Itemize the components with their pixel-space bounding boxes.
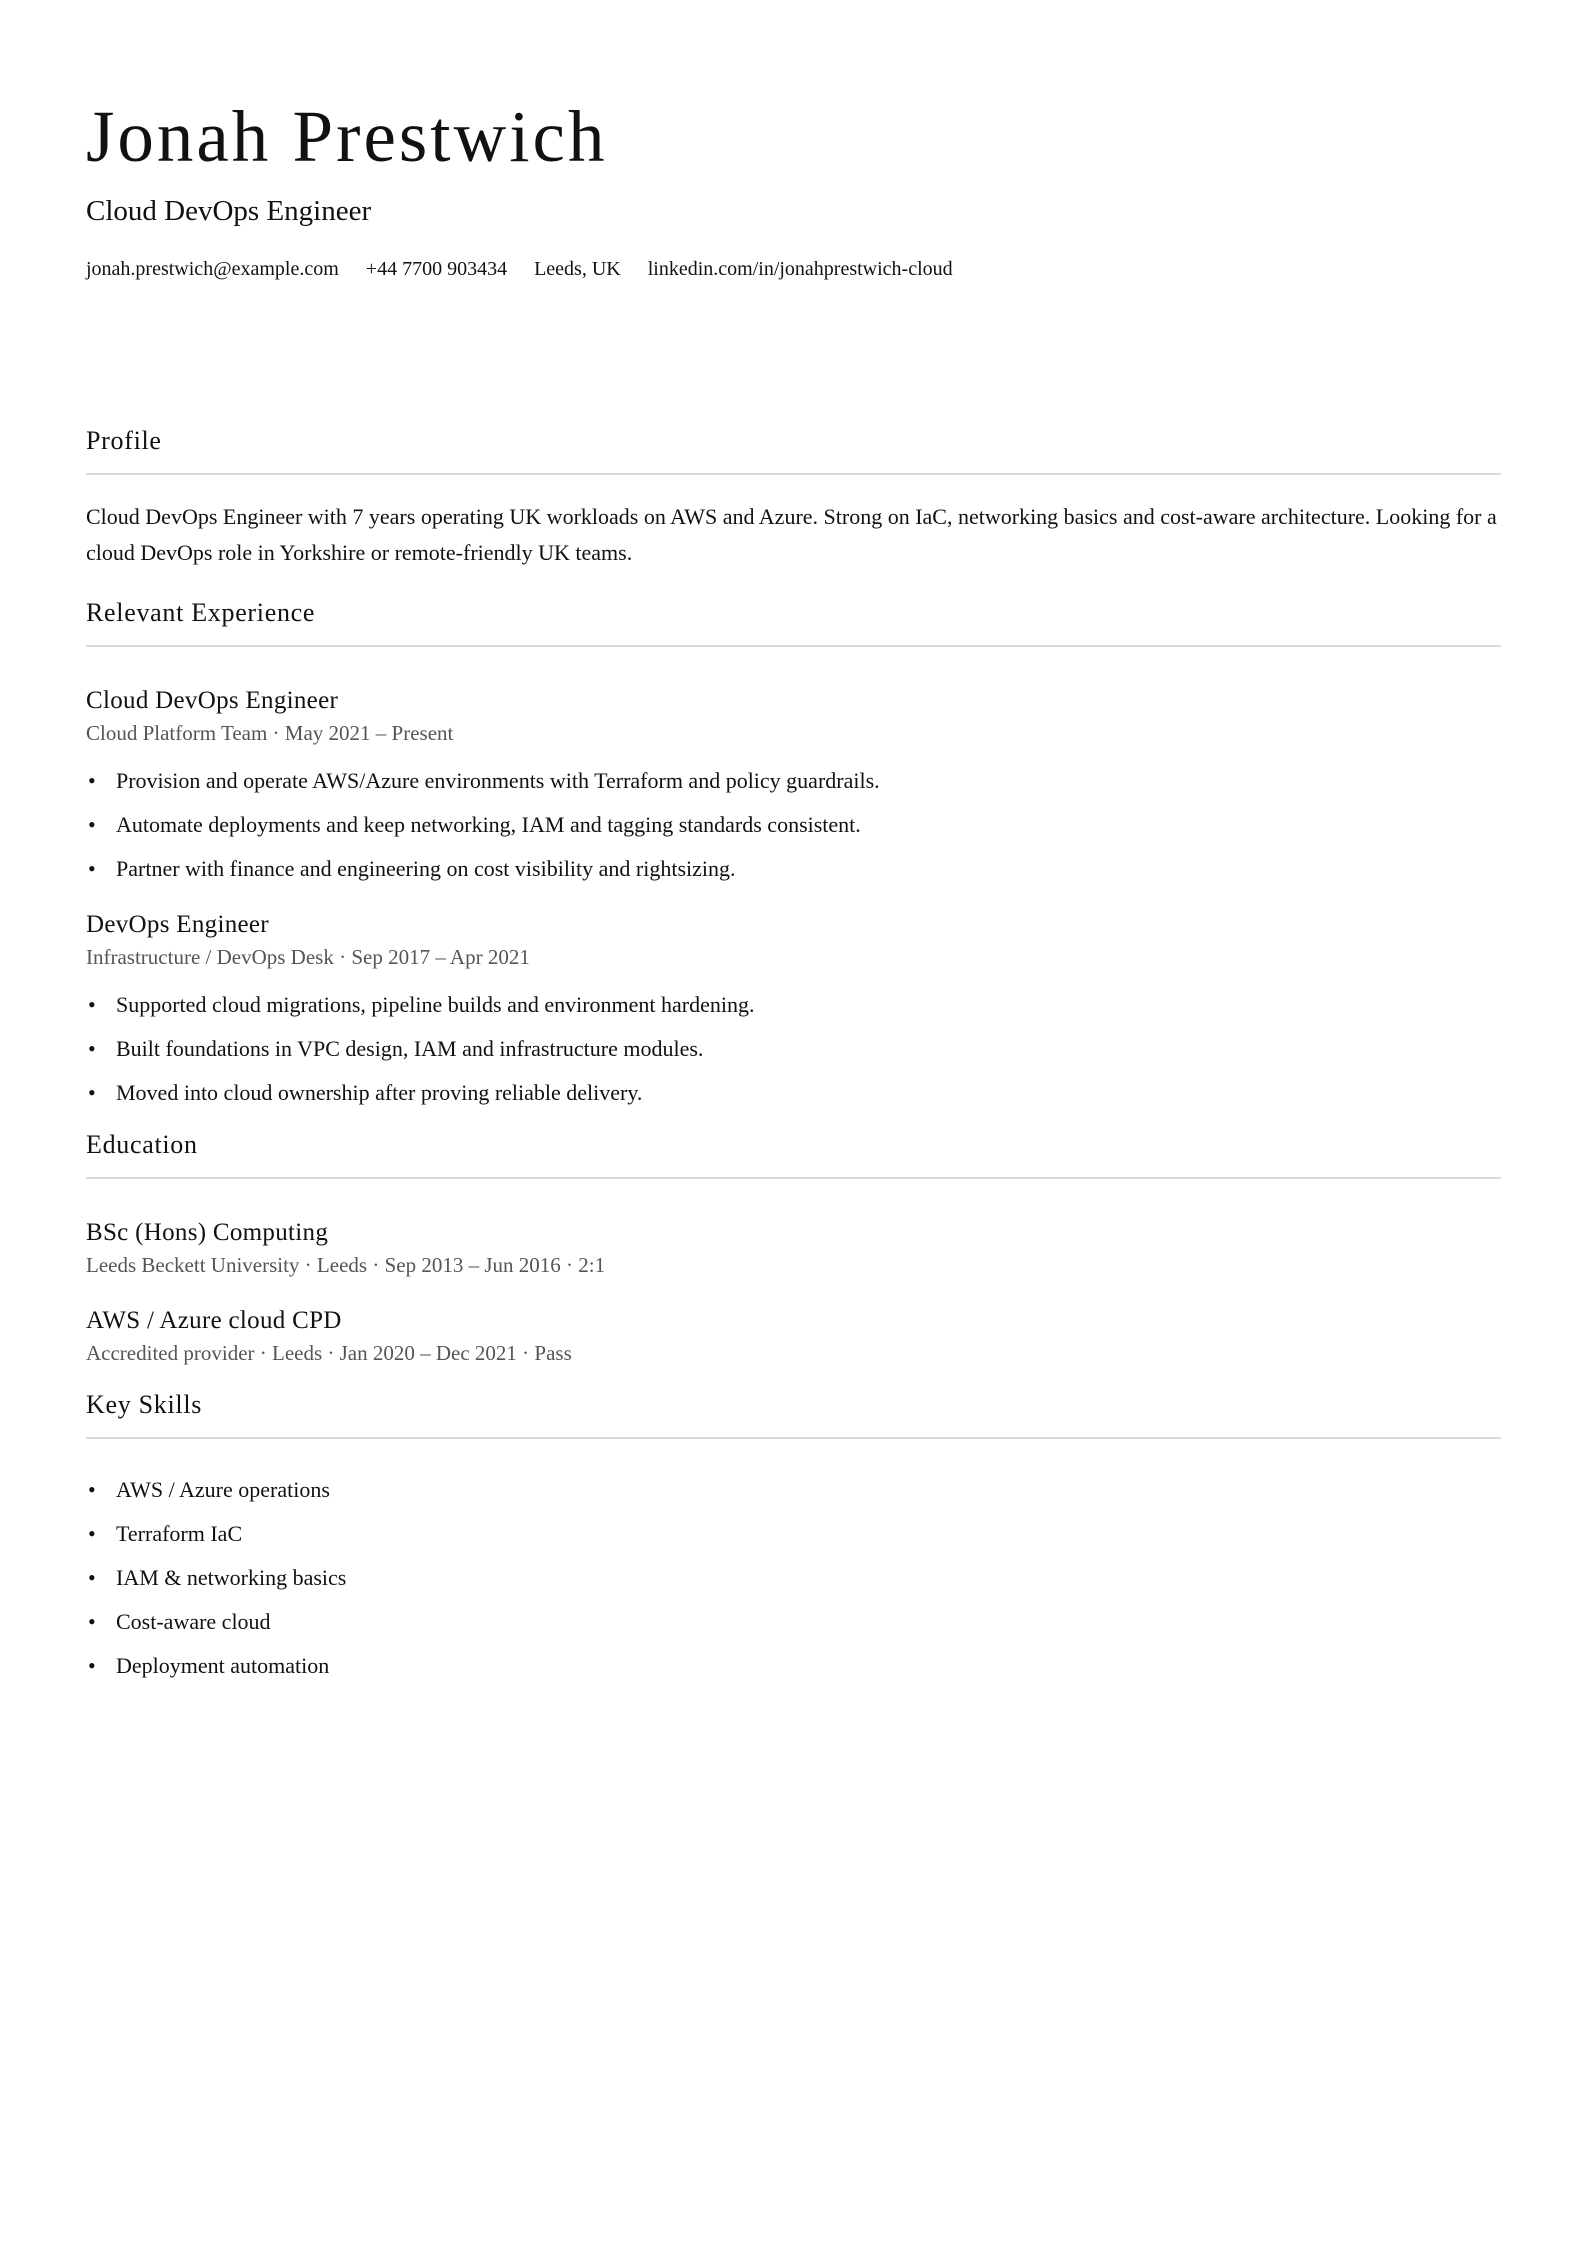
job-bullets	[86, 992, 1501, 1106]
skills-heading: Key Skills	[86, 1390, 1501, 1439]
job-entry	[86, 686, 1501, 882]
job-bullet	[86, 856, 1501, 882]
bullet-icon: •	[88, 1565, 96, 1590]
bullet-icon: •	[88, 856, 96, 881]
profile-section	[86, 426, 1501, 571]
education-meta: Leeds Beckett University · Leeds · Sep 2013 – Jun 2016 · 2:1	[86, 1253, 606, 1277]
bullet-text: Automate deployments and keep networking, IAM and tagging standards consistent.	[116, 812, 861, 837]
experience-heading: Relevant Experience	[86, 598, 1501, 647]
resume-header	[86, 0, 1501, 281]
education-meta: Accredited provider · Leeds · Jan 2020 – Dec 2021 · Pass	[86, 1341, 572, 1365]
bullet-icon: •	[88, 1521, 96, 1546]
skills-list	[86, 1477, 1501, 1679]
skill-item	[86, 1521, 1501, 1547]
bullet-icon: •	[88, 768, 96, 793]
job-title: DevOps Engineer	[86, 911, 269, 938]
skills-section	[86, 1390, 1501, 1679]
bullet-icon: •	[88, 1477, 96, 1502]
job-bullet	[86, 812, 1501, 838]
bullet-text: Provision and operate AWS/Azure environments with Terraform and policy guardrails.	[116, 768, 880, 793]
education-section	[86, 1130, 1501, 1366]
education-title: BSc (Hons) Computing	[86, 1219, 329, 1246]
job-entry	[86, 910, 1501, 1106]
skill-item	[86, 1477, 1501, 1503]
profile-heading: Profile	[86, 426, 1501, 475]
profile-summary: Cloud DevOps Engineer with 7 years operating UK workloads on AWS and Azure. Strong on IaC, networking basics and cost-aware architecture. Looking for a cloud DevOps role in Yorkshire or remote-friendly UK teams.	[86, 504, 1497, 565]
skill-text: IAM & networking basics	[116, 1565, 347, 1590]
skill-item	[86, 1565, 1501, 1591]
skill-text: Cost-aware cloud	[116, 1609, 271, 1634]
education-entry	[86, 1218, 1501, 1278]
contact-phone: +44 7700 903434	[365, 258, 508, 280]
contact-row	[86, 257, 1501, 281]
bullet-icon: •	[88, 1609, 96, 1634]
bullet-text: Partner with finance and engineering on cost visibility and rightsizing.	[116, 856, 736, 881]
candidate-title: Cloud DevOps Engineer	[86, 195, 372, 227]
bullet-icon: •	[88, 1080, 96, 1105]
contact-location: Leeds, UK	[534, 258, 621, 280]
skill-text: Terraform IaC	[116, 1521, 243, 1546]
education-title: AWS / Azure cloud CPD	[86, 1307, 342, 1334]
job-bullet	[86, 768, 1501, 794]
job-bullet	[86, 1036, 1501, 1062]
job-bullet	[86, 1080, 1501, 1106]
skill-text: AWS / Azure operations	[116, 1477, 330, 1502]
bullet-icon: •	[88, 812, 96, 837]
skill-item	[86, 1609, 1501, 1635]
job-bullets	[86, 768, 1501, 882]
bullet-icon: •	[88, 1036, 96, 1061]
contact-email[interactable]: jonah.prestwich@example.com	[86, 258, 339, 280]
bullet-text: Built foundations in VPC design, IAM and infrastructure modules.	[116, 1036, 704, 1061]
skill-item	[86, 1653, 1501, 1679]
job-meta: Cloud Platform Team · May 2021 – Present	[86, 721, 454, 745]
education-heading: Education	[86, 1130, 1501, 1179]
job-meta: Infrastructure / DevOps Desk · Sep 2017 – Apr 2021	[86, 945, 530, 969]
job-title: Cloud DevOps Engineer	[86, 687, 339, 714]
experience-section	[86, 598, 1501, 1106]
candidate-name: Jonah Prestwich	[86, 96, 608, 177]
contact-linkedin[interactable]: linkedin.com/in/jonahprestwich-cloud	[647, 258, 953, 280]
skill-text: Deployment automation	[116, 1653, 330, 1678]
job-bullet	[86, 992, 1501, 1018]
bullet-text: Moved into cloud ownership after proving reliable delivery.	[116, 1080, 643, 1105]
education-entry	[86, 1306, 1501, 1366]
bullet-icon: •	[88, 1653, 96, 1678]
bullet-text: Supported cloud migrations, pipeline builds and environment hardening.	[116, 992, 755, 1017]
bullet-icon: •	[88, 992, 96, 1017]
